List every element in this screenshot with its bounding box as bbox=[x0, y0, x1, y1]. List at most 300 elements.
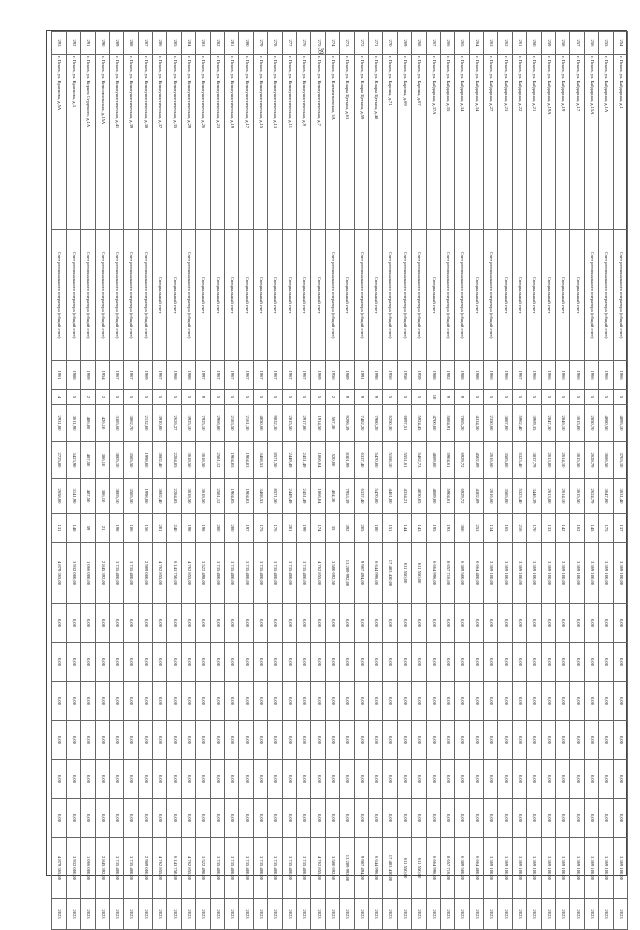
build-year-cell: 1991 bbox=[354, 361, 368, 390]
build-year-cell: 1988 bbox=[181, 361, 195, 390]
zero-amount-cell: 0,00 bbox=[282, 721, 296, 760]
total-area-cell: 4050,60 bbox=[253, 405, 267, 442]
completion-year-cell: 2023 bbox=[167, 899, 181, 930]
address-cell: г. Псков, ул. Коммунистическая, д.17 bbox=[239, 55, 253, 230]
zero-amount-cell: 0,00 bbox=[599, 682, 613, 721]
zero-amount-cell: 0,00 bbox=[138, 604, 152, 643]
repair-cost-cell: 3 369 100,00 bbox=[498, 543, 512, 604]
build-year-cell: 1998 bbox=[368, 361, 382, 390]
residential-area-cell: 3618,50 bbox=[181, 479, 195, 514]
zero-amount-cell: 0,00 bbox=[440, 682, 454, 721]
zero-amount-cell: 0,00 bbox=[498, 760, 512, 799]
completion-year-cell: 2023 bbox=[138, 899, 152, 930]
total-cost-cell: 3 522 498,00 bbox=[196, 838, 210, 899]
zero-amount-cell: 0,00 bbox=[297, 721, 311, 760]
completion-year-cell: 2023 bbox=[196, 899, 210, 930]
premises-area-cell: 4089,00 bbox=[426, 442, 440, 479]
total-cost-cell: 17 483 430,00 bbox=[383, 838, 397, 899]
fund-account-cell: Специальный счет bbox=[340, 230, 354, 361]
zero-amount-cell: 0,00 bbox=[397, 604, 411, 643]
premises-area-cell: 520,00 bbox=[325, 442, 339, 479]
address-cell: г. Псков, ул. Коммунистическая, д.41 bbox=[109, 55, 123, 230]
address-cell: г. Псков, ул. Байдарная, д.34 bbox=[455, 55, 469, 230]
total-cost-cell: 6 389 500,00 bbox=[455, 838, 469, 899]
total-cost-cell: 611 550,00 bbox=[397, 838, 411, 899]
fund-account-cell: Счет регионального оператора (общий счет) bbox=[109, 230, 123, 361]
total-area-cell: 4080,50 bbox=[599, 405, 613, 442]
residents-count-cell: 198 bbox=[181, 514, 195, 543]
zero-amount-cell: 0,00 bbox=[455, 760, 469, 799]
premises-area-cell: 2628,79 bbox=[584, 442, 598, 479]
table-row bbox=[66, 32, 80, 930]
zero-amount-cell: 0,00 bbox=[109, 604, 123, 643]
zero-amount-cell: 0,00 bbox=[440, 643, 454, 682]
floors-cell: 5 bbox=[225, 390, 239, 405]
residential-area-cell: 3602,40 bbox=[153, 479, 167, 514]
residential-area-cell: 4302,89 bbox=[469, 479, 483, 514]
build-year-cell: 1959 bbox=[412, 361, 426, 390]
table-row bbox=[484, 32, 498, 930]
total-cost-cell: 6 644 996,00 bbox=[368, 838, 382, 899]
zero-amount-cell: 0,00 bbox=[484, 643, 498, 682]
floors-cell: 9 bbox=[196, 390, 210, 405]
address-cell: г. Псков, ул. Коммунистическая, д.9 bbox=[297, 55, 311, 230]
total-area-cell: 5924,45 bbox=[412, 405, 426, 442]
zero-amount-cell: 0,00 bbox=[340, 760, 354, 799]
premises-area-cell: 8571,50 bbox=[268, 442, 282, 479]
residential-area-cell: 3141,90 bbox=[66, 479, 80, 514]
floors-cell: 5 bbox=[412, 390, 426, 405]
zero-amount-cell: 0,00 bbox=[66, 721, 80, 760]
completion-year-cell: 2023 bbox=[527, 899, 541, 930]
build-year-cell: 1969 bbox=[81, 361, 95, 390]
fund-account-cell: Специальный счет bbox=[426, 230, 440, 361]
zero-amount-cell: 0,00 bbox=[325, 799, 339, 838]
repair-cost-cell: 611 550,00 bbox=[412, 543, 426, 604]
floors-cell: 5 bbox=[124, 390, 138, 405]
table-row bbox=[210, 32, 224, 930]
residents-count-cell: 162 bbox=[570, 514, 584, 543]
table-row bbox=[584, 32, 598, 930]
zero-amount-cell: 0,00 bbox=[512, 721, 526, 760]
total-area-cell: 2132,00 bbox=[138, 405, 152, 442]
fund-account-cell: Счет регионального оператора (общий счет) bbox=[484, 230, 498, 361]
table-row bbox=[469, 32, 483, 930]
zero-amount-cell: 0,00 bbox=[570, 760, 584, 799]
total-area-cell: 3887,00 bbox=[498, 405, 512, 442]
zero-amount-cell: 0,00 bbox=[181, 799, 195, 838]
address-cell: г. Псков, ул. Корнея Студеного, д.1А bbox=[81, 55, 95, 230]
table-row bbox=[81, 32, 95, 930]
zero-amount-cell: 0,00 bbox=[527, 760, 541, 799]
repair-cost-cell: 3 369 100,00 bbox=[527, 543, 541, 604]
completion-year-cell: 2023 bbox=[613, 899, 627, 930]
zero-amount-cell: 0,00 bbox=[253, 682, 267, 721]
total-cost-cell: 6 143 750,00 bbox=[167, 838, 181, 899]
zero-amount-cell: 0,00 bbox=[253, 799, 267, 838]
repair-cost-cell: 6 143 750,00 bbox=[167, 543, 181, 604]
address-cell: г. Псков, ул. Байдарная, д.34 bbox=[469, 55, 483, 230]
zero-amount-cell: 0,00 bbox=[354, 760, 368, 799]
zero-amount-cell: 0,00 bbox=[210, 721, 224, 760]
total-area-cell: 2966,80 bbox=[210, 405, 224, 442]
zero-amount-cell: 0,00 bbox=[354, 604, 368, 643]
residents-count-cell: 156 bbox=[138, 514, 152, 543]
floors-cell: 5 bbox=[512, 390, 526, 405]
residents-count-cell: 195 bbox=[426, 514, 440, 543]
zero-amount-cell: 0,00 bbox=[383, 760, 397, 799]
completion-year-cell: 2023 bbox=[412, 899, 426, 930]
zero-amount-cell: 0,00 bbox=[109, 760, 123, 799]
fund-account-cell: Специальный счет bbox=[282, 230, 296, 361]
fund-account-cell: Счет регионального оператора (общий счет) bbox=[181, 230, 195, 361]
build-year-cell: 1988 bbox=[469, 361, 483, 390]
build-year-cell: 1958 bbox=[397, 361, 411, 390]
zero-amount-cell: 0,00 bbox=[613, 760, 627, 799]
zero-amount-cell: 0,00 bbox=[167, 604, 181, 643]
total-cost-cell: 4 879 365,00 bbox=[52, 838, 66, 899]
zero-amount-cell: 0,00 bbox=[469, 721, 483, 760]
build-year-cell: 1956 bbox=[383, 361, 397, 390]
row-number-cell: 263 bbox=[484, 32, 498, 55]
zero-amount-cell: 0,00 bbox=[95, 721, 109, 760]
premises-area-cell: 5462,73 bbox=[412, 442, 426, 479]
total-cost-cell: 3 369 100,00 bbox=[541, 838, 555, 899]
zero-amount-cell: 0,00 bbox=[498, 682, 512, 721]
floors-cell: 5 bbox=[584, 390, 598, 405]
fund-account-cell: Специальный счет bbox=[368, 230, 382, 361]
floors-cell: 5 bbox=[613, 390, 627, 405]
zero-amount-cell: 0,00 bbox=[613, 799, 627, 838]
floors-cell: 5 bbox=[599, 390, 613, 405]
build-year-cell: 1954 bbox=[95, 361, 109, 390]
address-cell: г. Псков, ул. Байдарная, д.37А bbox=[426, 55, 440, 230]
build-year-cell: 1967 bbox=[225, 361, 239, 390]
zero-amount-cell: 0,00 bbox=[167, 682, 181, 721]
table-row bbox=[167, 32, 181, 930]
residents-count-cell: 216 bbox=[512, 514, 526, 543]
zero-amount-cell: 0,00 bbox=[153, 721, 167, 760]
row-number-cell: 261 bbox=[512, 32, 526, 55]
residential-area-cell: 2613,80 bbox=[541, 479, 555, 514]
total-area-cell: 3385,60 bbox=[109, 405, 123, 442]
premises-area-cell: 3585,50 bbox=[124, 442, 138, 479]
repair-cost-cell: 3 735 400,00 bbox=[124, 543, 138, 604]
row-number-cell: 270 bbox=[383, 32, 397, 55]
zero-amount-cell: 0,00 bbox=[66, 643, 80, 682]
zero-amount-cell: 0,00 bbox=[556, 682, 570, 721]
premises-area-cell: 3618,50 bbox=[196, 442, 210, 479]
address-cell: г. Псков, ул. Краснова, д.5А bbox=[52, 55, 66, 230]
repair-cost-cell: 611 550,00 bbox=[397, 543, 411, 604]
total-cost-cell: 8 657 716,00 bbox=[440, 838, 454, 899]
residents-count-cell: 134 bbox=[484, 514, 498, 543]
residents-count-cell: 35 bbox=[325, 514, 339, 543]
repair-cost-cell: 4 762 855,00 bbox=[311, 543, 325, 604]
zero-amount-cell: 0,00 bbox=[95, 604, 109, 643]
zero-amount-cell: 0,00 bbox=[210, 682, 224, 721]
row-number-cell: 292 bbox=[66, 32, 80, 55]
repair-cost-cell: 6 644 996,00 bbox=[368, 543, 382, 604]
residents-count-cell: 131 bbox=[52, 514, 66, 543]
zero-amount-cell: 0,00 bbox=[181, 760, 195, 799]
row-number-cell: 260 bbox=[527, 32, 541, 55]
repair-cost-cell: 6 389 500,00 bbox=[455, 543, 469, 604]
total-cost-cell: 3 369 100,00 bbox=[613, 838, 627, 899]
residential-area-cell: 3647,00 bbox=[599, 479, 613, 514]
table-row bbox=[153, 32, 167, 930]
residential-area-cell: 8571,50 bbox=[268, 479, 282, 514]
build-year-cell: 1967 bbox=[109, 361, 123, 390]
total-area-cell: 2931,80 bbox=[52, 405, 66, 442]
residents-count-cell: 148 bbox=[66, 514, 80, 543]
completion-year-cell: 2023 bbox=[311, 899, 325, 930]
total-cost-cell: 2 989 000,00 bbox=[138, 838, 152, 899]
table-row bbox=[52, 32, 66, 930]
address-cell: г. Псков, ул. Клементьевская, 3А bbox=[325, 55, 339, 230]
residential-area-cell: 2451,49 bbox=[297, 479, 311, 514]
residents-count-cell: 197 bbox=[239, 514, 253, 543]
completion-year-cell: 2023 bbox=[599, 899, 613, 930]
zero-amount-cell: 0,00 bbox=[81, 721, 95, 760]
fund-account-cell: Счет регионального оператора (общий счет) bbox=[584, 230, 598, 361]
table-row bbox=[225, 32, 239, 930]
table-row bbox=[556, 32, 570, 930]
fund-account-cell: Счет регионального оператора (общий счет) bbox=[52, 230, 66, 361]
total-area-cell: 5884,91 bbox=[440, 405, 454, 442]
address-cell: г. Псков, ул. Байдарная, д.1А bbox=[599, 55, 613, 230]
completion-year-cell: 2023 bbox=[512, 899, 526, 930]
zero-amount-cell: 0,00 bbox=[268, 760, 282, 799]
total-area-cell: 6097,51 bbox=[397, 405, 411, 442]
fund-account-cell: Специальный счет bbox=[570, 230, 584, 361]
floors-cell: 4 bbox=[52, 390, 66, 405]
total-area-cell: 3615,00 bbox=[570, 405, 584, 442]
total-cost-cell: 3 580 692,50 bbox=[325, 838, 339, 899]
rotated-table-frame bbox=[46, 30, 627, 919]
zero-amount-cell: 0,00 bbox=[239, 760, 253, 799]
fund-account-cell: Специальный счет bbox=[556, 230, 570, 361]
residential-area-cell: 3585,50 bbox=[124, 479, 138, 514]
premises-area-cell: 5551,61 bbox=[397, 442, 411, 479]
completion-year-cell: 2023 bbox=[225, 899, 239, 930]
zero-amount-cell: 0,00 bbox=[81, 760, 95, 799]
completion-year-cell: 2023 bbox=[354, 899, 368, 930]
completion-year-cell: 2023 bbox=[426, 899, 440, 930]
repair-cost-cell: 3 735 400,00 bbox=[297, 543, 311, 604]
zero-amount-cell: 0,00 bbox=[325, 760, 339, 799]
zero-amount-cell: 0,00 bbox=[325, 643, 339, 682]
repair-cost-cell: 3 369 100,00 bbox=[541, 543, 555, 604]
zero-amount-cell: 0,00 bbox=[311, 760, 325, 799]
zero-amount-cell: 0,00 bbox=[210, 643, 224, 682]
fund-account-cell: Специальный счет bbox=[225, 230, 239, 361]
fund-account-cell: Специальный счет bbox=[541, 230, 555, 361]
zero-amount-cell: 0,00 bbox=[210, 604, 224, 643]
row-number-cell: 280 bbox=[239, 32, 253, 55]
zero-amount-cell: 0,00 bbox=[311, 721, 325, 760]
zero-amount-cell: 0,00 bbox=[527, 799, 541, 838]
floors-cell: 2 bbox=[325, 390, 339, 405]
fund-account-cell: Счет регионального оператора (общий счет) bbox=[383, 230, 397, 361]
build-year-cell: 1997 bbox=[196, 361, 210, 390]
completion-year-cell: 2023 bbox=[397, 899, 411, 930]
build-year-cell: 1967 bbox=[210, 361, 224, 390]
zero-amount-cell: 0,00 bbox=[469, 643, 483, 682]
address-cell: г. Псков, ул. Коммунистическая, д.35 bbox=[167, 55, 181, 230]
zero-amount-cell: 0,00 bbox=[253, 643, 267, 682]
zero-amount-cell: 0,00 bbox=[368, 643, 382, 682]
zero-amount-cell: 0,00 bbox=[297, 643, 311, 682]
zero-amount-cell: 0,00 bbox=[138, 799, 152, 838]
row-number-cell: 274 bbox=[325, 32, 339, 55]
total-area-cell: 2846,10 bbox=[556, 405, 570, 442]
row-number-cell: 293 bbox=[52, 32, 66, 55]
completion-year-cell: 2023 bbox=[484, 899, 498, 930]
premises-area-cell: 2613,80 bbox=[541, 442, 555, 479]
zero-amount-cell: 0,00 bbox=[599, 760, 613, 799]
zero-amount-cell: 0,00 bbox=[412, 760, 426, 799]
total-area-cell: 2350,60 bbox=[484, 405, 498, 442]
build-year-cell: 1967 bbox=[253, 361, 267, 390]
residential-area-cell: 1866,04 bbox=[311, 479, 325, 514]
table-row bbox=[541, 32, 555, 930]
completion-year-cell: 2023 bbox=[325, 899, 339, 930]
row-number-cell: 255 bbox=[599, 32, 613, 55]
residents-count-cell: 175 bbox=[253, 514, 267, 543]
total-area-cell: 9296,39 bbox=[340, 405, 354, 442]
zero-amount-cell: 0,00 bbox=[66, 682, 80, 721]
total-cost-cell: 611 550,00 bbox=[412, 838, 426, 899]
address-cell: г. Псков, ул. Коммунистическая, д.37 bbox=[153, 55, 167, 230]
premises-area-cell: 3468,53 bbox=[253, 442, 267, 479]
address-cell: г. Псков, ул. Байдарная, д.17 bbox=[570, 55, 584, 230]
fund-account-cell: Счет регионального оператора (общий счет) bbox=[599, 230, 613, 361]
zero-amount-cell: 0,00 bbox=[210, 760, 224, 799]
residential-area-cell: 1904,03 bbox=[239, 479, 253, 514]
zero-amount-cell: 0,00 bbox=[282, 604, 296, 643]
zero-amount-cell: 0,00 bbox=[282, 799, 296, 838]
total-cost-cell: 3 932 000,00 bbox=[66, 838, 80, 899]
zero-amount-cell: 0,00 bbox=[426, 799, 440, 838]
completion-year-cell: 2023 bbox=[153, 899, 167, 930]
row-number-cell: 262 bbox=[498, 32, 512, 55]
total-area-cell: 2847,30 bbox=[541, 405, 555, 442]
total-cost-cell: 3 735 400,00 bbox=[282, 838, 296, 899]
zero-amount-cell: 0,00 bbox=[570, 643, 584, 682]
total-cost-cell: 3 735 400,00 bbox=[225, 838, 239, 899]
residential-area-cell: 4461,00 bbox=[383, 479, 397, 514]
table-row bbox=[268, 32, 282, 930]
zero-amount-cell: 0,00 bbox=[95, 682, 109, 721]
floors-cell: 5 bbox=[181, 390, 195, 405]
total-cost-cell: 6 664 400,00 bbox=[469, 838, 483, 899]
table-row bbox=[311, 32, 325, 930]
total-cost-cell: 3 369 100,00 bbox=[527, 838, 541, 899]
zero-amount-cell: 0,00 bbox=[325, 721, 339, 760]
fund-account-cell: Специальный счет bbox=[527, 230, 541, 361]
row-number-cell: 291 bbox=[81, 32, 95, 55]
completion-year-cell: 2023 bbox=[440, 899, 454, 930]
row-number-cell: 269 bbox=[397, 32, 411, 55]
zero-amount-cell: 0,00 bbox=[81, 643, 95, 682]
residential-area-cell: 3446,39 bbox=[527, 479, 541, 514]
zero-amount-cell: 0,00 bbox=[253, 760, 267, 799]
total-area-cell: 9832,30 bbox=[268, 405, 282, 442]
build-year-cell: 1967 bbox=[512, 361, 526, 390]
total-cost-cell: 6 664 996,00 bbox=[426, 838, 440, 899]
fund-account-cell: Счет регионального оператора (общий счет) bbox=[412, 230, 426, 361]
floors-cell: 5 bbox=[66, 390, 80, 405]
completion-year-cell: 2023 bbox=[469, 899, 483, 930]
residents-count-cell: 21 bbox=[95, 514, 109, 543]
zero-amount-cell: 0,00 bbox=[397, 643, 411, 682]
zero-amount-cell: 0,00 bbox=[584, 721, 598, 760]
zero-amount-cell: 0,00 bbox=[124, 760, 138, 799]
premises-area-cell: 2616,60 bbox=[484, 442, 498, 479]
zero-amount-cell: 0,00 bbox=[613, 721, 627, 760]
zero-amount-cell: 0,00 bbox=[340, 721, 354, 760]
residential-area-cell: 5470,00 bbox=[368, 479, 382, 514]
fund-account-cell: Специальный счет bbox=[196, 230, 210, 361]
residents-count-cell: 144 bbox=[397, 514, 411, 543]
residential-area-cell: 1998,00 bbox=[138, 479, 152, 514]
table-row bbox=[570, 32, 584, 930]
fund-account-cell: Счет регионального оператора (общий счет) bbox=[124, 230, 138, 361]
zero-amount-cell: 0,00 bbox=[167, 799, 181, 838]
zero-amount-cell: 0,00 bbox=[210, 799, 224, 838]
zero-amount-cell: 0,00 bbox=[196, 760, 210, 799]
zero-amount-cell: 0,00 bbox=[167, 721, 181, 760]
residential-area-cell: 7953,39 bbox=[340, 479, 354, 514]
repair-cost-cell: 3 522 498,00 bbox=[196, 543, 210, 604]
total-area-cell: 4095,10 bbox=[613, 405, 627, 442]
build-year-cell: 1969 bbox=[138, 361, 152, 390]
repair-cost-cell: 3 735 400,00 bbox=[268, 543, 282, 604]
zero-amount-cell: 0,00 bbox=[383, 643, 397, 682]
zero-amount-cell: 0,00 bbox=[297, 682, 311, 721]
build-year-cell: 1966 bbox=[498, 361, 512, 390]
zero-amount-cell: 0,00 bbox=[397, 799, 411, 838]
zero-amount-cell: 0,00 bbox=[196, 604, 210, 643]
zero-amount-cell: 0,00 bbox=[181, 604, 195, 643]
floors-cell: 5 bbox=[527, 390, 541, 405]
zero-amount-cell: 0,00 bbox=[556, 760, 570, 799]
table-row bbox=[138, 32, 152, 930]
zero-amount-cell: 0,00 bbox=[541, 604, 555, 643]
total-area-cell: 6250,30 bbox=[383, 405, 397, 442]
fund-account-cell: Счет регионального оператора (общий счет) bbox=[325, 230, 339, 361]
table-row bbox=[412, 32, 426, 930]
residential-area-cell: 2658,00 bbox=[52, 479, 66, 514]
row-number-cell: 273 bbox=[340, 32, 354, 55]
zero-amount-cell: 0,00 bbox=[196, 721, 210, 760]
completion-year-cell: 2023 bbox=[570, 899, 584, 930]
premises-area-cell: 1904,03 bbox=[239, 442, 253, 479]
residents-count-cell: 143 bbox=[412, 514, 426, 543]
premises-area-cell: 8301,99 bbox=[340, 442, 354, 479]
zero-amount-cell: 0,00 bbox=[368, 799, 382, 838]
residential-area-cell: 5323,40 bbox=[512, 479, 526, 514]
address-cell: г. Псков, ул. Коммунистическая, д.29 bbox=[181, 55, 195, 230]
completion-year-cell: 2023 bbox=[52, 899, 66, 930]
row-number-cell: 266 bbox=[440, 32, 454, 55]
zero-amount-cell: 0,00 bbox=[95, 643, 109, 682]
table-row bbox=[196, 32, 210, 930]
zero-amount-cell: 0,00 bbox=[239, 604, 253, 643]
total-area-cell: 2161,30 bbox=[239, 405, 253, 442]
zero-amount-cell: 0,00 bbox=[153, 799, 167, 838]
